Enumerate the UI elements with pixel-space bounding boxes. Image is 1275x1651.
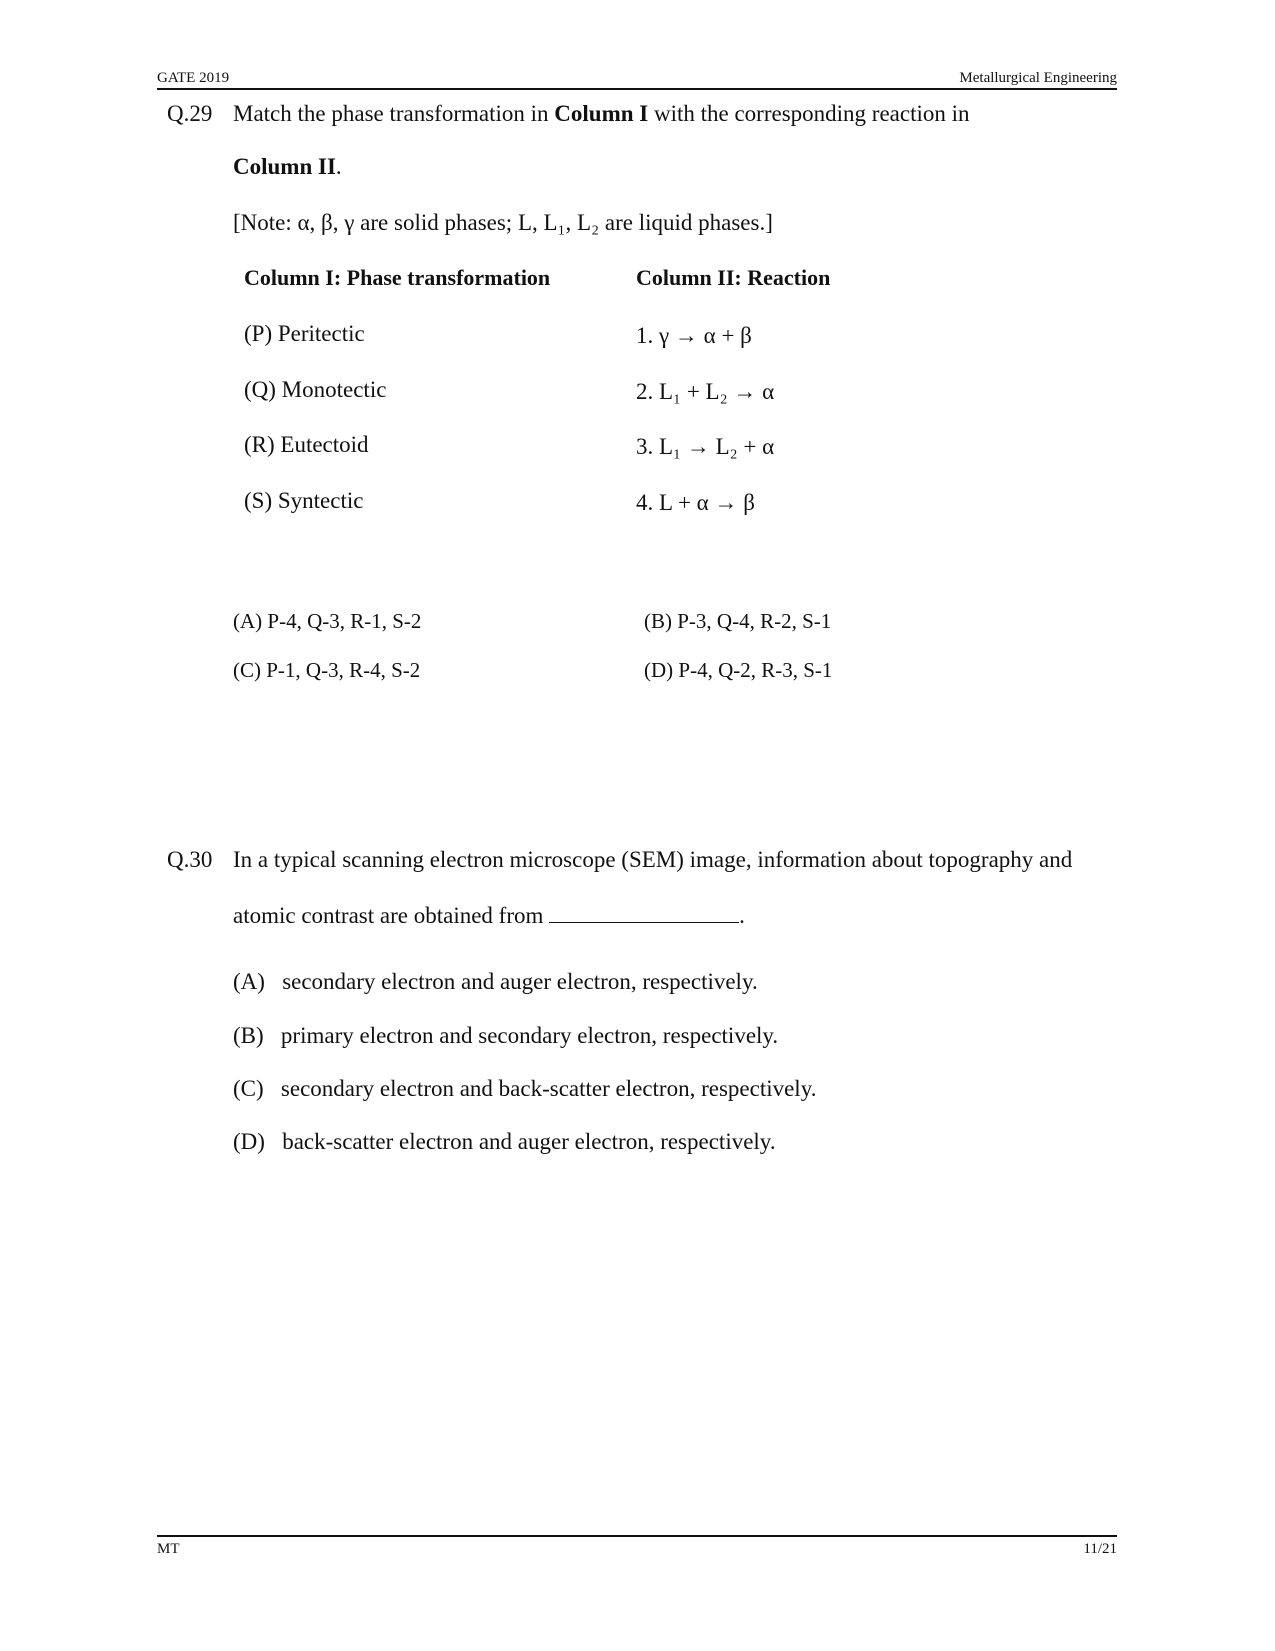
q29-col2-item-2: 2. L₁ + L₂ → α: [636, 379, 775, 404]
q30-option-b: [233, 1023, 778, 1049]
q29-col2-item-3: 3. L₁ → L₂ + α: [636, 434, 775, 459]
q29-stem-column2: Column II: [233, 154, 336, 179]
footer-paper-code: MT: [157, 1541, 180, 1557]
q30-option-d-text: back-scatter electron and auger electron, respectively.: [282, 1129, 776, 1154]
q29-option-d: (D) P-4, Q-2, R-3, S-1: [644, 658, 833, 682]
q29-option-c: (C) P-1, Q-3, R-4, S-2: [233, 658, 421, 682]
q30-answer-blank: [549, 902, 739, 923]
q30-option-a-label: (A): [233, 969, 265, 994]
q30-option-c-text: secondary electron and back-scatter electron, respectively.: [280, 1076, 817, 1101]
q30-stem-text: atomic contrast are obtained from: [233, 903, 544, 928]
q29-col2-header: Column II: Reaction: [636, 265, 831, 290]
q30-option-d: [233, 1129, 776, 1155]
q29-number: Q.29: [167, 101, 213, 126]
q29-stem-line1: [233, 101, 970, 127]
q30-option-b-label: (B): [233, 1023, 264, 1048]
q29-col1-item-s: (S) Syntectic: [244, 488, 364, 513]
q30-option-b-text: primary electron and secondary electron, respectively.: [280, 1023, 779, 1048]
q30-option-a: [233, 969, 758, 995]
q29-stem-line2: [233, 154, 342, 180]
q30-number: Q.30: [167, 847, 213, 872]
q30-option-a-text: secondary electron and auger electron, respectively.: [282, 969, 758, 994]
q29-col2-item-1: 1. γ → α + β: [636, 323, 752, 348]
header-subject: Metallurgical Engineering: [959, 70, 1117, 86]
q29-col1-item-r: (R) Eutectoid: [244, 432, 369, 457]
q29-note: [Note: α, β, γ are solid phases; L, L₁, L₂ are liquid phases.]: [233, 210, 773, 235]
footer-rule: [157, 1535, 1117, 1537]
q29-stem-column1: Column I: [554, 101, 649, 126]
q30-stem-period: .: [739, 903, 745, 928]
q30-option-c-label: (C): [233, 1076, 264, 1101]
q29-col1-item-p: (P) Peritectic: [244, 321, 365, 346]
header-exam-title: GATE 2019: [157, 70, 230, 86]
q29-option-b: (B) P-3, Q-4, R-2, S-1: [644, 609, 832, 633]
q29-stem-period: .: [335, 154, 342, 179]
q29-col1-item-q: (Q) Monotectic: [244, 377, 387, 402]
q29-stem-text-2: with the corresponding reaction in: [648, 101, 970, 126]
q29-col2-item-4: 4. L + α → β: [636, 490, 755, 515]
q30-option-d-label: (D): [233, 1129, 265, 1154]
footer-page-number: 11/21: [1083, 1541, 1117, 1557]
q29-option-a: (A) P-4, Q-3, R-1, S-2: [233, 609, 422, 633]
q30-stem-line1: In a typical scanning electron microscope (SEM) image, information about topography and: [233, 847, 1073, 872]
q30-stem-line2: [233, 902, 745, 929]
header-rule: [157, 88, 1117, 90]
q29-col1-header: Column I: Phase transformation: [244, 265, 551, 290]
q30-option-c: [233, 1076, 816, 1102]
q29-stem-text: Match the phase transformation in: [233, 101, 555, 126]
